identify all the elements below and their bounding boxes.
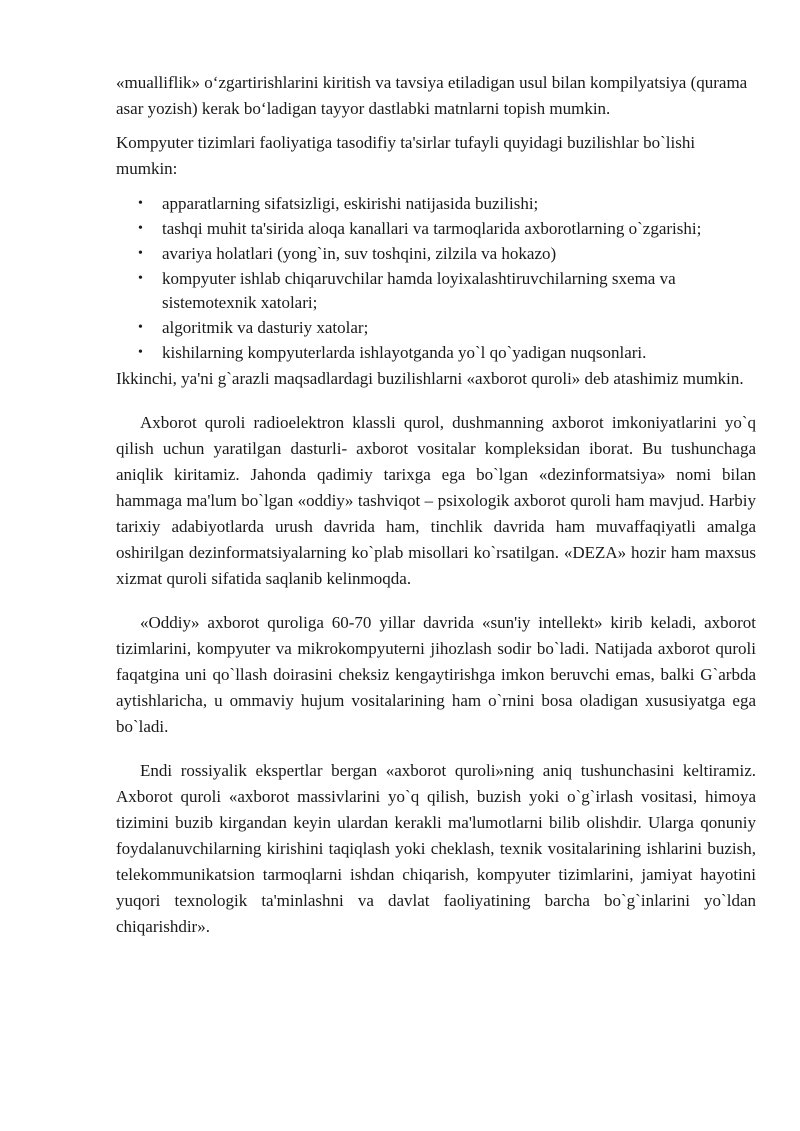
paragraph-intro-list: Kompyuter tizimlari faoliyatiga tasodifiy ta'sirlar tufayli quyidagi buzilishlar bo`lishi mumkin: bbox=[116, 133, 696, 178]
paragraph-malicious: Ikkinchi, ya'ni g`arazli maqsadlardagi buzilishlarni «axborot quroli» deb atashimiz mumkin. bbox=[116, 369, 744, 388]
bullet-icon: • bbox=[138, 320, 143, 335]
list-item-text: kishilarning kompyuterlarda ishlayotganda yo`l qo`yadigan nuqsonlari. bbox=[162, 343, 647, 362]
document-page bbox=[116, 70, 756, 940]
bullet-icon: • bbox=[138, 196, 143, 211]
list-item bbox=[116, 217, 756, 241]
list-item-text: kompyuter ishlab chiqaruvchilar hamda loyixalashtiruvchilarning sxema va sistemotexnik xatolari; bbox=[162, 269, 676, 312]
bullet-icon: • bbox=[138, 221, 143, 236]
paragraph-information-weapon: Axborot quroli radioelektron klassli qurol, dushmanning axborot imkoniyatlarini yo`q qilish uchun yaratilgan dasturli- axborot vositalar kompleksidan iborat. Bu tushunchaga aniqlik kiritamiz. Jahonda qadimiy tarixga ega bo`lgan «dezinformatsiya» nomi bilan hammaga ma'lum bo`lgan «oddiy» tashviqot – psixologik axborot quroli ham mavjud. Harbiy tarixiy adabiyotlarda urush davrida ham, tinchlik davrida ham muvaffaqiyatli amalga oshirilgan dezinformatsiyalarning ko`plab misollari ko`rsatilgan. «DEZA» hozir ham maxsus xizmat quroli sifatida saqlanib kelinmoqda. bbox=[116, 413, 756, 588]
bullet-icon: • bbox=[138, 345, 143, 360]
bullet-icon: • bbox=[138, 246, 143, 261]
list-item-text: apparatlarning sifatsizligi, eskirishi natijasida buzilishi; bbox=[162, 194, 539, 213]
bullet-list bbox=[116, 192, 756, 365]
list-item bbox=[116, 192, 756, 216]
list-item bbox=[116, 267, 756, 315]
list-item bbox=[116, 341, 756, 365]
list-item-text: avariya holatlari (yong`in, suv toshqini, zilzila va hokazo) bbox=[162, 244, 557, 263]
list-item bbox=[116, 242, 756, 266]
paragraph-expert-definition: Endi rossiyalik ekspertlar bergan «axborot quroli»ning aniq tushunchasini keltiramiz. Axborot quroli «axborot massivlarini yo`q qilish, buzish yoki o`g`irlash vositasi, himoya tizimini buzib kirgandan keyin ulardan kerakli ma'lumotlarni bilib olishdir. Ularga qonuniy foydalanuvchilarning kirishini taqiqlash yoki cheklash, texnik vositalarining ishlarini buzish, telekommunikatsion tarmoqlarni ishdan chiqarish, kompyuter tizimlarini, jamiyat hayotini yuqori texnologik ta'minlashni va davlat faoliyatining barcha bo`g`inlarini yo`ldan chiqarishdir». bbox=[116, 761, 756, 936]
paragraph-ordinary-weapon: «Oddiy» axborot quroliga 60-70 yillar davrida «sun'iy intellekt» kirib keladi, axborot tizimlarini, kompyuter va mikrokompyuterni jihozlash sodir bo`ladi. Natijada axborot quroli faqatgina uni qo`llash doirasini cheksiz kengaytirishga imkon beruvchi emas, balki G`arbda aytishlaricha, u ommaviy hujum vositalarining ham o`rnini bosa oladigan xususiyatga ega bo`ladi. bbox=[116, 613, 756, 736]
list-item-text: algoritmik va dasturiy xatolar; bbox=[162, 318, 369, 337]
list-item-text: tashqi muhit ta'sirida aloqa kanallari va tarmoqlarida axborotlarning o`zgarishi; bbox=[162, 219, 702, 238]
list-item bbox=[116, 316, 756, 340]
bullet-icon: • bbox=[138, 271, 143, 286]
paragraph-continuation: «mualliflik» o‘zgartirishlarini kiritish va tavsiya etiladigan usul bilan kompilyatsiya (qurama asar yozish) kerak bo‘ladigan tayyor dastlabki matnlarni topish mumkin. bbox=[116, 73, 748, 118]
